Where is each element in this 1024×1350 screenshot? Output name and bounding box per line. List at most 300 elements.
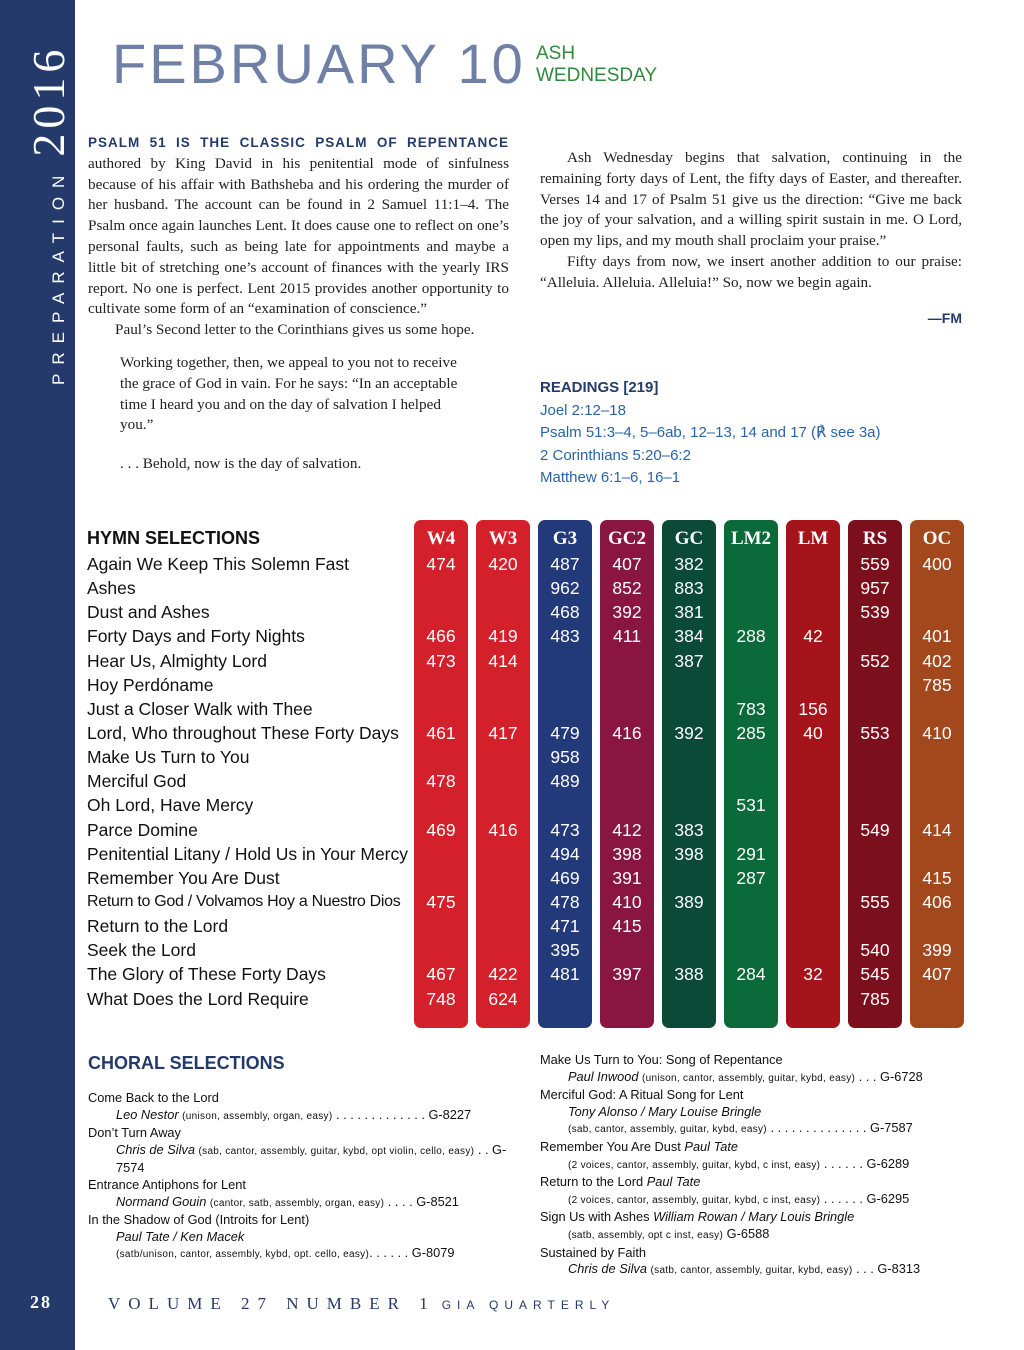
choral-catalog-code: . . . . . . G-8079: [369, 1245, 455, 1261]
hymn-number: [662, 987, 716, 1011]
hymn-number: 395: [550, 940, 580, 961]
hymn-number: [848, 842, 902, 866]
choral-composer: Paul Tate: [684, 1138, 739, 1154]
hymn-number: [848, 866, 902, 890]
hymn-number: [724, 745, 778, 769]
hymn-title: Penitential Litany / Hold Us in Your Mercy: [87, 843, 408, 864]
hymn-number: [414, 600, 468, 624]
choral-catalog-code: . . . . . . . . . . . . . . G-7587: [766, 1120, 913, 1136]
hymn-number: 420: [488, 554, 518, 574]
hymn-number: 494: [550, 843, 580, 864]
hymn-number: 388: [674, 964, 704, 985]
hymn-number: 883: [674, 578, 704, 599]
hymn-number: [538, 793, 592, 817]
hymn-number: [724, 576, 778, 600]
hymn-title: Return to the Lord: [87, 916, 229, 937]
hymn-number: 398: [674, 843, 704, 864]
hymn-number: [414, 745, 468, 769]
hymn-number: [414, 793, 468, 817]
choral-voicing: (2 voices, cantor, assembly, guitar, kybd, c inst, easy): [568, 1159, 821, 1171]
hymn-number: 478: [426, 771, 456, 792]
hymnal-column-values: [662, 552, 716, 1011]
hymn-number: 399: [922, 940, 952, 961]
sidebar-label: [22, 45, 75, 385]
hymn-number: [662, 745, 716, 769]
choral-title: Don’t Turn Away: [88, 1125, 181, 1141]
choral-detail-line: [88, 1245, 508, 1264]
hymn-number: [724, 914, 778, 938]
hymn-number: 474: [426, 554, 456, 574]
hymnal-column-lm: [786, 520, 840, 1028]
readings-heading: READINGS [219]: [540, 379, 659, 396]
hymn-number: 416: [612, 722, 642, 743]
hymnal-column-header: RS: [862, 528, 888, 549]
hymn-number: [476, 938, 530, 962]
choral-detail-line: [540, 1120, 962, 1139]
feast-line-1: ASH: [536, 43, 576, 64]
hymn-number: [848, 697, 902, 721]
hymn-number: [786, 914, 840, 938]
hymn-number: [476, 793, 530, 817]
hymn-number: 411: [613, 626, 641, 647]
hymnal-column-gc: [662, 520, 716, 1028]
hymnal-column-header: LM2: [730, 528, 772, 549]
choral-composer: Tony Alonso / Mary Louise Bringle: [568, 1103, 762, 1119]
hymn-number: 469: [426, 819, 456, 840]
hymn-number: [414, 697, 468, 721]
hymnal-column-rs: [848, 520, 902, 1028]
choral-title: Entrance Antiphons for Lent: [88, 1176, 246, 1192]
hymn-number: [848, 914, 902, 938]
hymn-number: [414, 842, 468, 866]
hymn-number: [724, 552, 778, 576]
choral-catalog-code: . . . G-6728: [855, 1068, 923, 1084]
hymn-number: 397: [612, 964, 642, 985]
hymn-number: [600, 987, 654, 1011]
hymn-number: 287: [736, 867, 766, 888]
hymn-title: Hear Us, Almighty Lord: [87, 650, 267, 671]
choral-voicing: (unison, assembly, organ, easy): [182, 1110, 333, 1122]
hymn-number: [538, 649, 592, 673]
hymn-number: 383: [674, 819, 704, 840]
hymn-number: 415: [922, 867, 952, 888]
choral-title-line: [540, 1052, 962, 1069]
hymn-number: [910, 745, 964, 769]
intro-p1-text: authored by King David in his penitential mode of sinfulness because of his affair with Bathsheba and his ordering the murder of her husband. The account can be found in 2 Samuel 11:1–4. The Psalm once again launches Lent. It does cause one to reflect on one’s personal faults, such as being late for appointments and maybe a little bit of stretching one’s account of finances with the yearly IRS report. No one is perfect. Lent 2015 provides another opportunity to cultivate some form of an “examination of conscience.”: [88, 154, 509, 318]
hymn-number: 291: [736, 843, 766, 864]
choral-title-line: [540, 1139, 962, 1156]
hymnal-column-header: W3: [488, 528, 518, 549]
hymn-number: 624: [488, 988, 518, 1009]
choral-composer: Paul Tate / Ken Macek: [116, 1228, 245, 1244]
hymn-number: [476, 769, 530, 793]
reading-item: 2 Corinthians 5:20–6:2: [540, 446, 691, 464]
choral-catalog-code: . . . . G-8521: [384, 1193, 459, 1209]
choral-title-line: [88, 1125, 508, 1142]
choral-title: Sustained by Faith: [540, 1244, 646, 1260]
choral-detail-line: [88, 1142, 508, 1177]
hymn-number: 473: [550, 819, 580, 840]
choral-catalog-code: . . . . . . . . . . . . . G-8227: [332, 1106, 472, 1122]
hymn-number: 389: [674, 891, 704, 912]
hymn-number: [724, 987, 778, 1011]
hymn-number: 468: [550, 602, 580, 623]
hymnal-column-g3: [538, 520, 592, 1028]
hymnal-column-values: [848, 552, 902, 1011]
hymn-number: [724, 818, 778, 842]
hymn-number: [538, 987, 592, 1011]
hymn-number: [414, 914, 468, 938]
hymn-number: 32: [803, 964, 823, 985]
choral-composer: Paul Inwood: [568, 1068, 639, 1084]
hymnal-column-header: W4: [426, 528, 456, 549]
hymn-number: 384: [674, 626, 704, 647]
hymn-number: 481: [550, 964, 580, 985]
hymn-number: [476, 866, 530, 890]
intro-column-right: [540, 148, 962, 328]
hymn-title: Just a Closer Walk with Thee: [87, 698, 313, 719]
hymn-number: 469: [550, 867, 580, 888]
hymn-title: Lord, Who throughout These Forty Days: [87, 722, 399, 743]
hymn-number: [786, 600, 840, 624]
hymn-number: [910, 842, 964, 866]
hymn-number: 553: [860, 722, 890, 743]
feast-title: [536, 43, 657, 87]
hymn-number: [600, 938, 654, 962]
hymn-title: The Glory of These Forty Days: [87, 964, 326, 985]
hymn-number: 402: [922, 650, 952, 671]
hymn-title: Remember You Are Dust: [87, 867, 280, 888]
hymn-number: 540: [860, 940, 890, 961]
choral-title-line: [540, 1209, 962, 1226]
section-label: PREPARATION: [49, 166, 68, 385]
hymn-number: 539: [860, 602, 890, 623]
hymn-title: Dust and Ashes: [87, 602, 210, 623]
hymn-number: 391: [612, 867, 642, 888]
reading-item: Matthew 6:1–6, 16–1: [540, 469, 681, 486]
hymn-number: 545: [860, 964, 890, 985]
hymn-title: Hoy Perdóname: [87, 674, 214, 695]
page-number: 28: [30, 1292, 52, 1312]
reading-item: Psalm 51:3–4, 5–6ab, 12–13, 14 and 17 (℟ see 3a): [540, 424, 881, 441]
hymn-number: [476, 890, 530, 914]
hymn-number: 288: [736, 626, 766, 647]
choral-title-line: [88, 1177, 508, 1194]
choral-voicing: (cantor, satb, assembly, organ, easy): [209, 1197, 385, 1209]
hymn-number: [662, 793, 716, 817]
choral-title: Sign Us with Ashes: [540, 1209, 650, 1225]
hymn-number: 531: [736, 795, 766, 816]
choral-detail-line: [540, 1226, 962, 1245]
hymn-number: 284: [736, 964, 766, 985]
hymn-number: [848, 624, 902, 648]
choral-composer: Chris de Silva: [568, 1261, 647, 1277]
hymn-number: 473: [426, 650, 456, 671]
hymn-number: [848, 769, 902, 793]
hymn-number: 471: [550, 916, 580, 937]
hymn-number: 412: [612, 819, 642, 840]
choral-composer: Leo Nestor: [116, 1106, 179, 1122]
hymn-number: 466: [426, 626, 456, 647]
hymn-number: [910, 914, 964, 938]
choral-title: Return to the Lord: [540, 1174, 644, 1190]
hymn-number: 414: [922, 819, 952, 840]
hymnal-column-w3: [476, 520, 530, 1028]
hymn-number: [476, 914, 530, 938]
hymn-number: [600, 649, 654, 673]
hymn-number: [414, 866, 468, 890]
hymn-number: 387: [674, 650, 704, 671]
hymnal-column-gc2: [600, 520, 654, 1028]
hymnal-column-header: LM: [797, 528, 829, 549]
hymn-number: [724, 673, 778, 697]
hymn-number: [600, 793, 654, 817]
hymn-title: Return to God / Volvamos Hoy a Nuestro Dios: [87, 892, 401, 910]
hymn-number: [476, 600, 530, 624]
publication-label: GIA QUARTERLY: [441, 1298, 616, 1312]
choral-detail-line: [88, 1107, 508, 1126]
intro-paragraph-3: Ash Wednesday begins that salvation, continuing in the remaining forty days of Lent, the fifty days of Easter, and thereafter. Verses 14 and 17 of Psalm 51 give us the direction: “Give me back the joy of your salvation, and a willing spirit sustain in me. O Lord, open my lips, and my mouth shall proclaim your praise.”: [540, 149, 962, 250]
choral-title-line: [88, 1090, 508, 1107]
hymnal-column-header: GC: [674, 528, 704, 549]
hymnal-column-values: [786, 552, 840, 1011]
hymn-number: 419: [488, 626, 518, 647]
choral-title-line: [540, 1087, 962, 1104]
hymnal-column-values: [414, 552, 468, 1011]
intro-paragraph-4: Fifty days from now, we insert another addition to our praise: “Alleluia. Alleluia. Alleluia!” So, now we begin again.: [540, 252, 962, 291]
year-label: 2016: [23, 44, 74, 157]
hymn-number: 410: [922, 722, 952, 743]
hymn-number: 475: [426, 891, 456, 912]
choral-detail-line: [540, 1069, 962, 1088]
choral-list-left: [88, 1090, 508, 1264]
choral-list-right: [540, 1052, 962, 1280]
hymn-number: 401: [922, 626, 952, 647]
choral-selections-heading: CHORAL SELECTIONS: [88, 1053, 285, 1073]
hymn-number: [786, 649, 840, 673]
hymn-number: [910, 769, 964, 793]
intro-paragraph-1: [88, 133, 509, 320]
hymn-number: 785: [922, 674, 952, 695]
author-signature: —FM: [927, 309, 962, 326]
hymn-number: [662, 697, 716, 721]
choral-voicing: (satb, assembly, opt c inst, easy): [568, 1229, 724, 1241]
hymn-number: 40: [803, 722, 823, 743]
hymn-number: 748: [426, 988, 456, 1009]
hymn-number: [476, 673, 530, 697]
hymn-title: Make Us Turn to You: [87, 747, 250, 768]
hymn-number: 392: [612, 602, 642, 623]
hymn-number: [786, 842, 840, 866]
hymn-number: 407: [612, 554, 642, 574]
hymnal-column-values: [476, 552, 530, 1011]
hymn-number: 392: [674, 722, 704, 743]
hymn-number: 552: [860, 650, 890, 671]
hymnal-column-values: [910, 552, 964, 1011]
hymn-title-list: [87, 552, 408, 1011]
intro-column-left: [88, 133, 509, 475]
hymn-number: [786, 769, 840, 793]
choral-title: Make Us Turn to You: Song of Repentance: [540, 1052, 783, 1067]
choral-composer: Paul Tate: [646, 1174, 701, 1190]
hymn-number: [786, 866, 840, 890]
hymn-number: [786, 987, 840, 1011]
hymn-title: Parce Domine: [87, 819, 198, 840]
hymn-number: 410: [612, 891, 642, 912]
hymn-number: [476, 745, 530, 769]
hymn-number: [724, 938, 778, 962]
hymnal-column-header: OC: [922, 528, 952, 549]
hymn-number: 957: [860, 578, 890, 599]
hymnal-column-w4: [414, 520, 468, 1028]
choral-voicing: (sab, cantor, assembly, guitar, kybd, opt violin, cello, easy): [198, 1145, 475, 1157]
hymn-title: Ashes: [87, 578, 136, 599]
hymn-number: [724, 890, 778, 914]
hymn-number: 479: [550, 722, 580, 743]
hymnal-column-values: [538, 552, 592, 1011]
hymn-number: 559: [860, 554, 890, 574]
choral-detail-line: [540, 1261, 962, 1280]
choral-detail-line: [88, 1229, 508, 1246]
hymn-number: [414, 938, 468, 962]
sidebar: [0, 0, 75, 1350]
hymn-number: [414, 673, 468, 697]
choral-title-line: [540, 1245, 962, 1262]
hymn-number: [476, 576, 530, 600]
hymn-selections-heading: HYMN SELECTIONS: [87, 528, 261, 548]
choral-voicing: (sab, cantor, assembly, guitar, kybd, easy): [568, 1124, 767, 1136]
hymn-number: 461: [426, 722, 456, 743]
hymn-number: 852: [612, 578, 642, 599]
hymn-title: Again We Keep This Solemn Fast: [87, 554, 349, 574]
hymn-number: 285: [736, 722, 766, 743]
choral-title: Come Back to the Lord: [88, 1090, 219, 1105]
hymn-number: 422: [488, 964, 518, 985]
hymn-number: 489: [550, 771, 580, 792]
choral-detail-line: [540, 1156, 962, 1175]
hymnal-column-values: [600, 552, 654, 1011]
hymn-number: 42: [803, 626, 823, 647]
choral-title: Remember You Are Dust: [540, 1138, 681, 1154]
readings: [540, 377, 881, 490]
hymnal-column-header: G3: [552, 528, 578, 549]
choral-catalog-code: . . G-7574: [116, 1141, 507, 1176]
hymn-number: [910, 600, 964, 624]
hymn-number: [662, 914, 716, 938]
choral-title-line: [88, 1212, 508, 1229]
choral-voicing: (2 voices, cantor, assembly, guitar, kybd, c inst, easy): [568, 1194, 821, 1206]
hymn-title: Seek the Lord: [87, 940, 196, 961]
hymn-number: [786, 890, 840, 914]
hymn-number: 415: [612, 916, 642, 937]
hymn-number: [848, 673, 902, 697]
hymn-number: 381: [674, 602, 704, 623]
choral-catalog-code: G-6588: [723, 1225, 770, 1241]
choral-detail-line: [88, 1194, 508, 1213]
hymnal-column-oc: [910, 520, 964, 1028]
choral-voicing: (satb/unison, cantor, assembly, kybd, opt. cello, easy): [116, 1249, 370, 1261]
choral-title-line: [540, 1174, 962, 1191]
choral-title: In the Shadow of God (Introits for Lent): [88, 1212, 310, 1228]
hymn-number: 549: [860, 819, 890, 840]
hymn-number: 406: [922, 891, 952, 912]
hymn-number: 414: [488, 650, 518, 671]
hymn-number: [476, 697, 530, 721]
hymn-number: [786, 745, 840, 769]
scripture-quote-end: . . . Behold, now is the day of salvation.: [120, 455, 362, 473]
hymn-number: [786, 552, 840, 576]
hymn-number: 487: [550, 554, 580, 574]
hymn-number: [476, 842, 530, 866]
hymn-number: 407: [922, 964, 952, 985]
hymn-title: What Does the Lord Require: [87, 988, 309, 1009]
hymn-number: [538, 673, 592, 697]
hymn-number: 416: [488, 819, 518, 840]
hymn-number: [910, 697, 964, 721]
hymn-number: [786, 673, 840, 697]
hymn-number: [600, 769, 654, 793]
footer: [108, 1294, 615, 1314]
hymn-number: 483: [550, 626, 580, 647]
hymn-number: 417: [488, 722, 518, 743]
hymn-number: 382: [674, 554, 704, 574]
choral-composer: William Rowan / Mary Louis Bringle: [653, 1209, 855, 1225]
scripture-quote: Working together, then, we appeal to you not to receive the grace of God in vain. For he says: “In an acceptable time I heard you and on the day of salvation I helped you.”: [120, 353, 458, 434]
hymn-number: 785: [860, 988, 890, 1009]
hymn-number: [848, 745, 902, 769]
choral-composer: Chris de Silva: [116, 1141, 195, 1157]
hymn-number: [910, 987, 964, 1011]
hymn-number: 962: [550, 578, 580, 599]
hymn-number: [848, 793, 902, 817]
hymn-number: 467: [426, 964, 456, 985]
choral-catalog-code: . . . G-8313: [852, 1261, 921, 1277]
hymn-number: 398: [612, 843, 642, 864]
hymn-number: [662, 938, 716, 962]
hymn-number: [662, 673, 716, 697]
choral-detail-line: [540, 1191, 962, 1210]
hymn-number: [414, 576, 468, 600]
hymn-number: [600, 673, 654, 697]
hymn-number: 555: [860, 891, 890, 912]
reading-item: Joel 2:12–18: [540, 401, 626, 419]
hymnal-column-values: [724, 552, 778, 1011]
choral-title: Merciful God: A Ritual Song for Lent: [540, 1087, 744, 1103]
choral-catalog-code: . . . . . . G-6295: [820, 1190, 910, 1206]
hymn-number: 156: [798, 698, 828, 719]
hymn-number: [662, 769, 716, 793]
hymn-number: [786, 938, 840, 962]
hymn-title: Forty Days and Forty Nights: [87, 626, 305, 647]
hymn-number: [724, 649, 778, 673]
intro-paragraph-2: Paul’s Second letter to the Corinthians gives us some hope.: [115, 321, 475, 339]
hymn-number: [910, 576, 964, 600]
hymnal-column-header: GC2: [608, 528, 646, 549]
hymn-number: [600, 697, 654, 721]
hymnal-column-lm2: [724, 520, 778, 1028]
hymn-title: Oh Lord, Have Mercy: [87, 795, 254, 816]
choral-voicing: (unison, cantor, assembly, guitar, kybd, easy): [642, 1072, 856, 1084]
hymn-number: [786, 818, 840, 842]
hymn-number: [600, 745, 654, 769]
hymn-number: 478: [550, 891, 580, 912]
intro-lead: PSALM 51 IS THE CLASSIC PSALM OF REPENTANCE: [88, 135, 509, 150]
hymn-number: [662, 866, 716, 890]
hymn-number: [786, 793, 840, 817]
hymn-number: [910, 793, 964, 817]
hymn-number: [538, 697, 592, 721]
hymn-number: [724, 769, 778, 793]
